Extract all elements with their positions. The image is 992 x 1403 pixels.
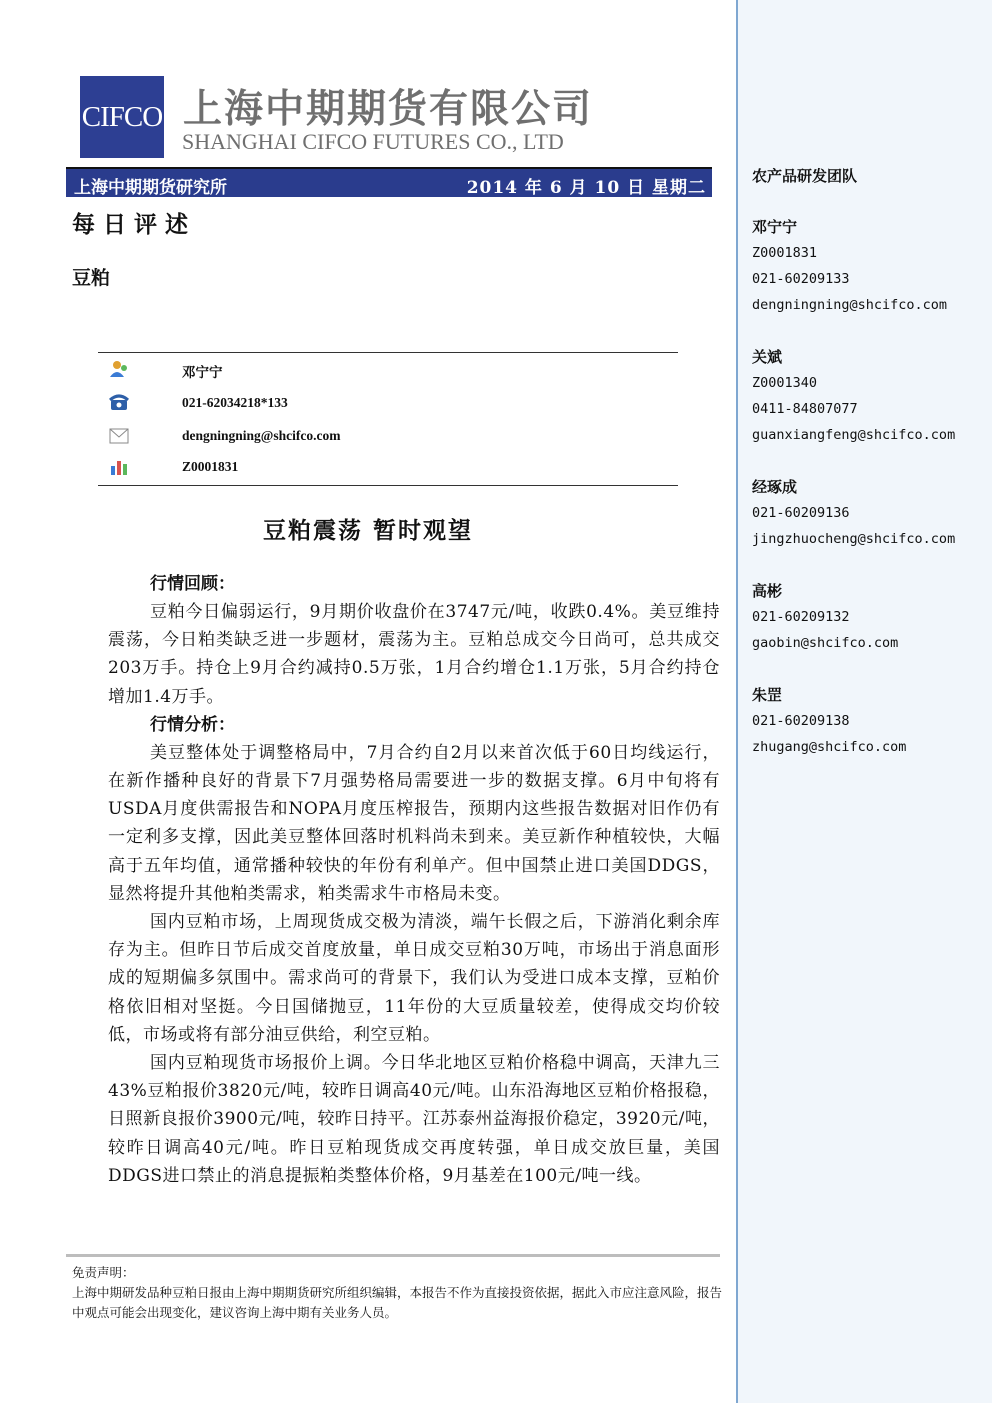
phone-icon — [108, 393, 130, 413]
contact-name: 邓宁宁 — [752, 218, 798, 236]
contact-card — [752, 682, 906, 760]
contact-card — [752, 344, 955, 448]
contact-email[interactable]: gaobin@shcifco.com — [752, 635, 899, 651]
contact-license: Z0001831 — [752, 245, 818, 261]
report-body — [108, 570, 720, 1190]
analysis-paragraph-1: 美豆整体处于调整格局中，7月合约自2月以来首次低于60日均线运行，在新作播种良好的背景下7月强势格局需要进一步的数据支撑。6月中旬将有USDA月度供需报告和NOPA月度压榨报告，预期内这些报告数据对旧作仍有一定利多支撑，因此美豆整体回落时机料尚未到来。美豆新作种植较快，大幅高于五年均值，通常播种较快的年份有利单产。但中国禁止进口美国DDGS，显然将提升其他粕类需求，粕类需求牛市格局未变。 — [108, 742, 720, 904]
disclaimer — [72, 1263, 722, 1323]
review-heading: 行情回顾： — [150, 574, 235, 594]
section-title: 每日评述 — [72, 211, 196, 238]
contact-phone: 021-60209136 — [752, 505, 850, 521]
contact-phone: 021-60209138 — [752, 713, 850, 729]
header-banner — [66, 167, 712, 197]
contact-email[interactable]: guanxiangfeng@shcifco.com — [752, 427, 956, 443]
institute-name: 上海中期期货研究所 — [74, 178, 227, 198]
author-name: 邓宁宁 — [182, 365, 223, 380]
contact-email[interactable]: jingzhuocheng@shcifco.com — [752, 531, 956, 547]
contact-email[interactable]: zhugang@shcifco.com — [752, 739, 907, 755]
contact-card — [752, 474, 955, 552]
report-date: 2014 年 6 月 10 日 星期二 — [466, 178, 706, 198]
analysis-paragraph-2: 国内豆粕市场，上周现货成交极为清淡，端午长假之后，下游消化剩余库存为主。但昨日节后成交首度放量，单日成交豆粕30万吨，市场出于消息面形成的短期偏多氛围中。需求尚可的背景下，我们认为受进口成本支撑，豆粕价格依旧相对坚挺。今日国储抛豆，11年份的大豆质量较差，使得成交均价较低，市场或将有部分油豆供给，利空豆粕。 — [108, 912, 720, 1045]
author-email[interactable]: dengningning@shcifco.com — [182, 428, 341, 443]
contact-card — [752, 214, 947, 318]
company-name-cn: 上海中期期货有限公司 — [183, 87, 594, 132]
contact-name: 经琢成 — [752, 478, 798, 496]
contact-license: Z0001340 — [752, 375, 818, 391]
author-email-row — [98, 426, 678, 452]
contact-email[interactable]: dengningning@shcifco.com — [752, 297, 948, 313]
author-name-row — [98, 359, 678, 385]
team-title: 农产品研发团队 — [752, 167, 858, 185]
contact-name: 关斌 — [752, 348, 783, 366]
author-info-box — [98, 352, 678, 486]
analysis-paragraph-3: 国内豆粕现货市场报价上调。今日华北地区豆粕价格稳中调高，天津九三43%豆粕报价3820元/吨，较昨日调高40元/吨。山东沿海地区豆粕价格报稳，日照新良报价3900元/吨，较昨日持平。江苏泰州益海报价稳定，3920元/吨，较昨日调高40元/吨。昨日豆粕现货成交再度转强，单日成交放巨量，美国DDGS进口禁止的消息提振粕类整体价格，9月基差在100元/吨一线。 — [108, 1053, 720, 1186]
author-license-row — [98, 457, 678, 483]
report-headline: 豆粕震荡 暂时观望 — [262, 518, 473, 544]
author-license: Z0001831 — [182, 459, 239, 474]
product-name: 豆粕 — [72, 267, 111, 289]
company-logo — [80, 76, 164, 158]
chart-icon — [108, 457, 130, 477]
author-phone: 021-62034218*133 — [182, 395, 288, 410]
contact-phone: 021-60209132 — [752, 609, 850, 625]
person-icon — [108, 359, 130, 379]
sidebar — [736, 0, 992, 1403]
review-paragraph: 豆粕今日偏弱运行，9月期价收盘价在3747元/吨，收跌0.4%。美豆维持震荡，今日粕类缺乏进一步题材，震荡为主。豆粕总成交今日尚可，总共成交203万手。持仓上9月合约减持0.5万张，1月合约增仓1.1万张，5月合约持仓增加1.4万手。 — [108, 602, 720, 707]
contact-name: 高彬 — [752, 582, 783, 600]
contact-name: 朱罡 — [752, 686, 783, 704]
analysis-heading: 行情分析： — [150, 714, 235, 735]
disclaimer-title: 免责声明： — [72, 1265, 135, 1280]
author-phone-row — [98, 393, 678, 419]
footer-divider — [66, 1254, 720, 1257]
contact-card — [752, 578, 898, 656]
company-name-en: SHANGHAI CIFCO FUTURES CO., LTD — [182, 129, 564, 154]
contact-phone: 021-60209133 — [752, 271, 850, 287]
envelope-icon — [108, 426, 130, 446]
disclaimer-text: 上海中期研发品种豆粕日报由上海中期期货研究所组织编辑，本报告不作为直接投资依据，据此入市应注意风险，报告中观点可能会出现变化，建议咨询上海中期有关业务人员。 — [72, 1285, 723, 1320]
logo-text: CIFCO — [81, 100, 163, 133]
contact-phone: 0411-84807077 — [752, 401, 858, 417]
